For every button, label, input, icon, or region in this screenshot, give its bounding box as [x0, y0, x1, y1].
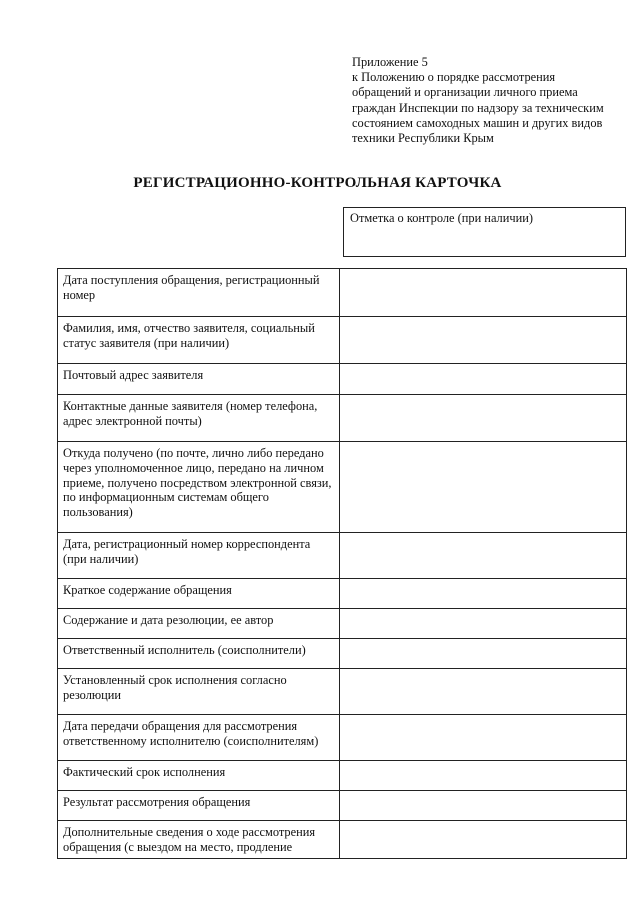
- table-row: [58, 317, 627, 364]
- row-value-field[interactable]: [340, 715, 627, 761]
- table-row: [58, 791, 627, 821]
- row-label: Дата поступления обращения, регистрационный номер: [58, 269, 340, 317]
- row-value-field[interactable]: [340, 317, 627, 364]
- row-label: Откуда получено (по почте, лично либо передано через уполномоченное лицо, передано на личном приеме, получено посредством электронной связи, по информационным системам общего пользования): [58, 442, 340, 533]
- table-row: [58, 821, 627, 859]
- annex-line: обращений и организации личного приема: [352, 85, 578, 100]
- annex-header: [352, 55, 622, 146]
- annex-line: Приложение 5: [352, 55, 428, 69]
- row-value-field[interactable]: [340, 761, 627, 791]
- row-label: Дополнительные сведения о ходе рассмотрения обращения (с выездом на место, продление: [58, 821, 340, 859]
- row-label: Краткое содержание обращения: [58, 579, 340, 609]
- row-value-field[interactable]: [340, 669, 627, 715]
- row-label: Дата, регистрационный номер корреспондента (при наличии): [58, 533, 340, 579]
- row-value-field[interactable]: [340, 609, 627, 639]
- table-row: [58, 395, 627, 442]
- row-label: Содержание и дата резолюции, ее автор: [58, 609, 340, 639]
- table-row: [58, 364, 627, 395]
- row-value-field[interactable]: [340, 442, 627, 533]
- row-label: Фамилия, имя, отчество заявителя, социальный статус заявителя (при наличии): [58, 317, 340, 364]
- row-value-field[interactable]: [340, 821, 627, 859]
- row-label: Почтовый адрес заявителя: [58, 364, 340, 395]
- row-label: Контактные данные заявителя (номер телефона, адрес электронной почты): [58, 395, 340, 442]
- annex-line: граждан Инспекции по надзору за техническим: [352, 100, 604, 115]
- row-value-field[interactable]: [340, 533, 627, 579]
- row-label: Фактический срок исполнения: [58, 761, 340, 791]
- row-value-field[interactable]: [340, 639, 627, 669]
- control-mark-box: Отметка о контроле (при наличии): [343, 207, 626, 257]
- row-value-field[interactable]: [340, 364, 627, 395]
- table-row: [58, 269, 627, 317]
- annex-line: техники Республики Крым: [352, 131, 494, 146]
- row-value-field[interactable]: [340, 579, 627, 609]
- table-row: [58, 609, 627, 639]
- row-value-field[interactable]: [340, 269, 627, 317]
- row-label: Ответственный исполнитель (соисполнители): [58, 639, 340, 669]
- table-row: [58, 579, 627, 609]
- row-label: Результат рассмотрения обращения: [58, 791, 340, 821]
- table-row: [58, 442, 627, 533]
- row-value-field[interactable]: [340, 395, 627, 442]
- table-row: [58, 715, 627, 761]
- annex-line: к Положению о порядке рассмотрения: [352, 70, 556, 85]
- table-row: [58, 639, 627, 669]
- annex-line: состоянием самоходных машин и других видов: [352, 115, 603, 130]
- registration-card-table: [57, 268, 627, 859]
- table-row: [58, 761, 627, 791]
- document-title: РЕГИСТРАЦИОННО-КОНТРОЛЬНАЯ КАРТОЧКА: [133, 175, 502, 191]
- table-row: [58, 533, 627, 579]
- table-row: [58, 669, 627, 715]
- row-label: Установленный срок исполнения согласно резолюции: [58, 669, 340, 715]
- row-value-field[interactable]: [340, 791, 627, 821]
- row-label: Дата передачи обращения для рассмотрения ответственному исполнителю (соисполнителям): [58, 715, 340, 761]
